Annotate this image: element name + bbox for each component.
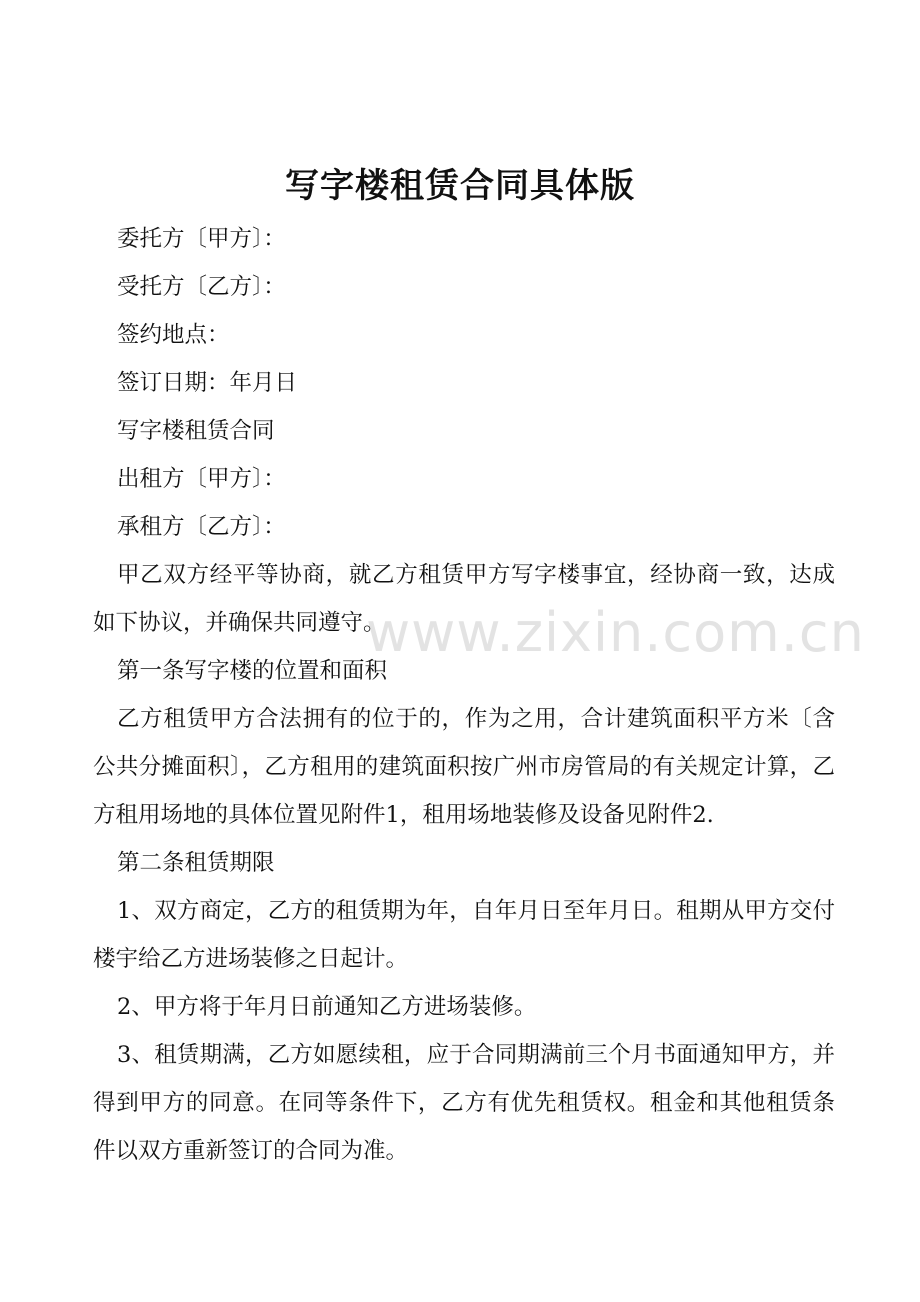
article-2-clause-1: 1、双方商定，乙方的租赁期为年，自年月日至年月日。租期从甲方交付楼宇给乙方进场装修之日起计。: [93, 898, 835, 972]
article-2-heading: 第二条租赁期限: [117, 850, 275, 876]
watermark: www.zixin.com.cn: [366, 601, 865, 664]
paragraph-lessee: 承租方〔乙方〕：: [117, 514, 286, 540]
article-1-body: 乙方租赁甲方合法拥有的位于的，作为之用，合计建筑面积平方米〔含公共分摊面积〕，乙方租用的建筑面积按广州市房管局的有关规定计算，乙方租用场地的具体位置见附件1，租用场地装修及设备见附件2.: [93, 706, 835, 828]
paragraph-principal: 委托方〔甲方〕：: [117, 226, 286, 252]
article-2-clause-3: 3、租赁期满，乙方如愿续租，应于合同期满前三个月书面通知甲方，并得到甲方的同意。在同等条件下，乙方有优先租赁权。租金和其他租赁条件以双方重新签订的合同为准。: [93, 1042, 835, 1164]
document-title: 写字楼租赁合同具体版: [285, 166, 635, 206]
article-2-clause-2: 2、甲方将于年月日前通知乙方进场装修。: [117, 994, 537, 1020]
document-body: [93, 215, 835, 1175]
paragraph-signing-place: 签约地点：: [117, 322, 230, 348]
paragraph-agent: 受托方〔乙方〕：: [117, 274, 286, 300]
paragraph-contract-name: 写字楼租赁合同: [117, 418, 275, 444]
paragraph-signing-date: 签订日期：年月日: [117, 370, 298, 396]
paragraph-preamble: 甲乙双方经平等协商，就乙方租赁甲方写字楼事宜，经协商一致，达成如下协议，并确保共同遵守。: [93, 562, 835, 636]
paragraph-lessor: 出租方〔甲方〕：: [117, 466, 286, 492]
article-1-heading: 第一条写字楼的位置和面积: [117, 658, 388, 684]
